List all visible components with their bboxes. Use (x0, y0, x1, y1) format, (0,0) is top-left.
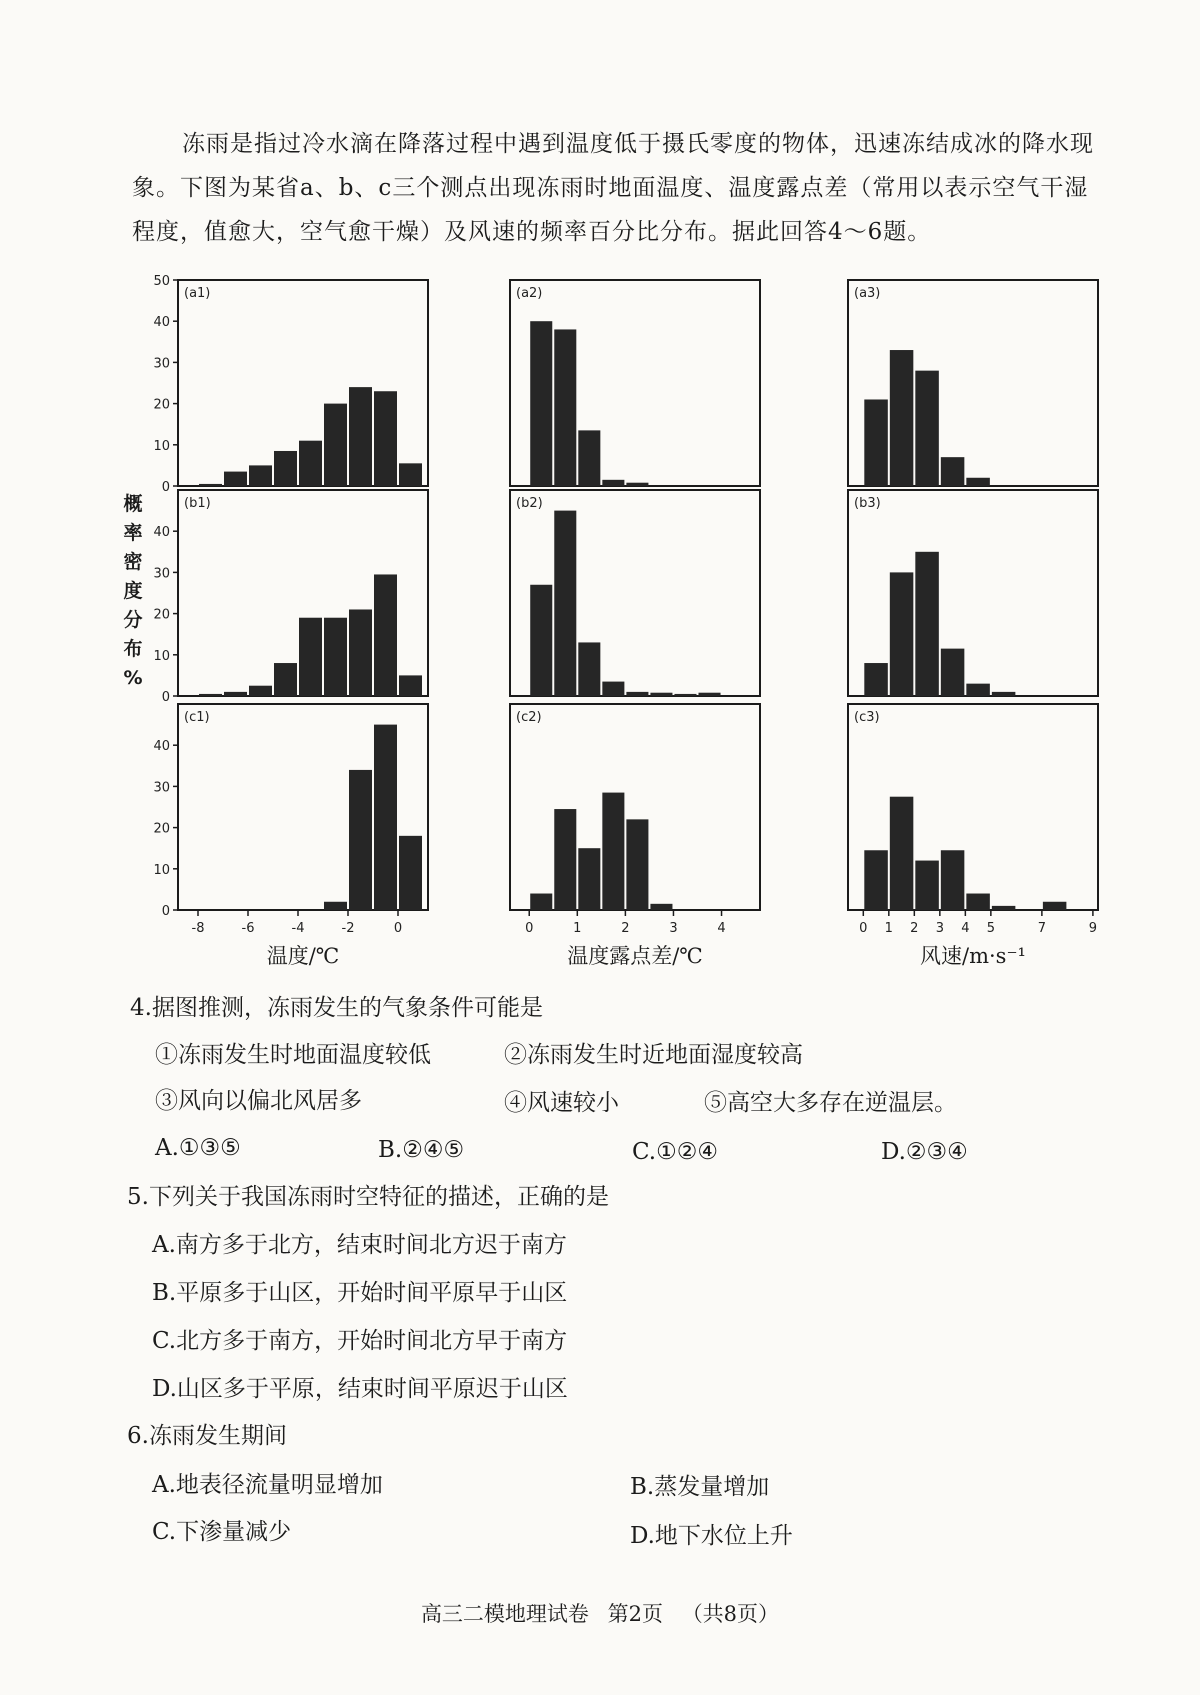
y-tick-label: 20 (153, 397, 170, 413)
histogram-bar (324, 902, 347, 910)
q6-option-a[interactable]: A.地表径流量明显增加 (152, 1472, 383, 1498)
x-tick-label: -2 (341, 921, 355, 936)
histogram-bar (578, 848, 600, 910)
y-tick-label: 50 (153, 274, 170, 289)
histogram-bar (324, 404, 347, 486)
x-tick-label: 0 (525, 921, 534, 936)
q5-option-b[interactable]: B.平原多于山区，开始时间平原早于山区 (152, 1280, 568, 1306)
histogram-bar (602, 793, 624, 910)
y-tick-label: 30 (153, 356, 170, 372)
y-tick-label: 0 (161, 480, 170, 495)
x-tick-label: 0 (393, 921, 403, 936)
panel-label: (a2) (516, 286, 543, 301)
histogram-bar (374, 725, 397, 910)
panel-label: (c2) (516, 710, 542, 725)
histogram-bar (374, 574, 397, 696)
histogram-bar (530, 894, 552, 910)
histogram-bar (578, 642, 600, 696)
y-tick-label: 0 (161, 690, 170, 705)
q4-statement-4: ④风速较小 (504, 1090, 619, 1116)
x-tick-label: -4 (291, 921, 305, 936)
histogram-bar (299, 441, 322, 486)
y-axis-title-char: 布 (123, 638, 143, 660)
histogram-bar (602, 480, 624, 486)
histogram-bar (650, 693, 672, 696)
q4-stem: 4.据图推测，冻雨发生的气象条件可能是 (130, 995, 543, 1021)
histogram-bar (941, 457, 965, 486)
histogram-bar (399, 675, 422, 696)
y-tick-label: 40 (153, 315, 170, 331)
page-footer (0, 1598, 1200, 1628)
q4-option-b[interactable]: B.②④⑤ (378, 1137, 465, 1163)
panel-label: (b1) (184, 496, 211, 511)
panel-label: (a3) (854, 286, 881, 301)
x-tick-label: 7 (1037, 921, 1047, 936)
histogram-bar (699, 693, 721, 696)
y-tick-label: 10 (153, 648, 170, 664)
histogram-bar (890, 797, 914, 910)
y-tick-label: 20 (153, 821, 170, 837)
x-tick-label: 3 (935, 921, 944, 936)
histogram-bar (915, 552, 939, 696)
y-axis-title-char: 度 (123, 580, 143, 602)
histogram-bar (650, 904, 672, 910)
histogram-bar (530, 321, 552, 486)
y-tick-label: 30 (153, 780, 170, 796)
x-tick-label: 2 (910, 921, 919, 936)
x-tick-label: 4 (717, 921, 726, 936)
q4-statement-2: ②冻雨发生时近地面湿度较高 (504, 1042, 803, 1068)
q6-option-d[interactable]: D.地下水位上升 (630, 1523, 793, 1549)
q5-option-c[interactable]: C.北方多于南方，开始时间北方早于南方 (152, 1328, 568, 1354)
panel-label: (c3) (854, 710, 880, 725)
x-tick-label: 3 (669, 921, 678, 936)
q4-statement-1: ①冻雨发生时地面温度较低 (155, 1042, 431, 1068)
histogram-bar (626, 819, 648, 910)
histogram-bar (249, 686, 272, 696)
y-tick-label: 40 (153, 525, 170, 541)
histogram-bar (915, 861, 939, 910)
x-tick-label: 5 (986, 921, 995, 936)
histogram-bar (224, 692, 247, 696)
q4-statement-3: ③风向以偏北风居多 (155, 1088, 362, 1114)
histogram-bar (249, 465, 272, 486)
histogram-bar (274, 663, 297, 696)
q6-option-c[interactable]: C.下渗量减少 (152, 1519, 292, 1545)
y-tick-label: 0 (161, 904, 170, 919)
histogram-bar (966, 894, 990, 910)
footer-total: （共8页） (681, 1602, 780, 1626)
q4-option-c[interactable]: C.①②④ (632, 1139, 718, 1165)
panel-label: (b3) (854, 496, 881, 511)
x-tick-label: 4 (961, 921, 970, 936)
x-tick-label: 2 (621, 921, 630, 936)
histogram-bar (674, 694, 696, 696)
histogram-bar (626, 692, 648, 696)
x-tick-label: 1 (884, 921, 893, 936)
y-tick-label: 40 (153, 739, 170, 755)
q5-option-d[interactable]: D.山区多于平原，结束时间平原迟于山区 (152, 1376, 568, 1402)
x-tick-label: 0 (859, 921, 868, 936)
y-axis-title-char: 密 (123, 551, 143, 573)
histogram-bar (374, 391, 397, 486)
histogram-bar (349, 609, 372, 696)
y-axis-title-char: 分 (123, 609, 143, 631)
histogram-bar (941, 649, 965, 696)
q6-option-b[interactable]: B.蒸发量增加 (630, 1474, 770, 1500)
histogram-bar (890, 350, 914, 486)
y-tick-label: 20 (153, 607, 170, 623)
histogram-bar (992, 906, 1016, 910)
histogram-bar (966, 684, 990, 696)
x-tick-label: 9 (1088, 921, 1098, 936)
footer-page: 第2页 (607, 1602, 663, 1626)
histogram-bar (349, 770, 372, 910)
histogram-bar (915, 371, 939, 486)
histogram-bar (299, 618, 322, 696)
histogram-bar (554, 329, 576, 486)
y-tick-label: 30 (153, 566, 170, 582)
histogram-bar (324, 618, 347, 696)
panel-label: (b2) (516, 496, 543, 511)
histogram-bar (626, 483, 648, 486)
histogram-bar (602, 682, 624, 696)
histogram-bar (274, 451, 297, 486)
x-axis-title: 风速/m·s⁻¹ (920, 944, 1026, 968)
q6-stem: 6.冻雨发生期间 (127, 1423, 287, 1449)
histogram-bar (890, 572, 914, 696)
histogram-bar (224, 472, 247, 486)
histogram-bar (199, 484, 222, 486)
histogram-bar (399, 463, 422, 486)
q4-statement-5: ⑤高空大多存在逆温层。 (704, 1090, 957, 1116)
footer-title: 高三二模地理试卷 (420, 1602, 589, 1626)
q4-option-d[interactable]: D.②③④ (881, 1139, 968, 1165)
histogram-bar (864, 399, 888, 486)
x-axis-title: 温度/℃ (266, 944, 340, 968)
histogram-bar (554, 809, 576, 910)
histogram-bar (992, 692, 1016, 696)
histogram-bar (966, 478, 990, 486)
histogram-bar (554, 511, 576, 696)
x-tick-label: 1 (573, 921, 582, 936)
histogram-bar (578, 430, 600, 486)
q4-option-a[interactable]: A.①③⑤ (155, 1135, 241, 1161)
q5-stem: 5.下列关于我国冻雨时空特征的描述，正确的是 (127, 1184, 609, 1210)
x-tick-label: -6 (241, 921, 255, 936)
panel-label: (c1) (184, 710, 210, 725)
histogram-bar (864, 663, 888, 696)
x-tick-label: -8 (191, 921, 205, 936)
histogram-bar (1043, 902, 1067, 910)
panel-label: (a1) (184, 286, 211, 301)
y-axis-title-char: 率 (123, 522, 143, 544)
x-axis-title: 温度露点差/℃ (567, 944, 703, 968)
histogram-bar (941, 850, 965, 910)
histogram-bar (399, 836, 422, 910)
y-axis-title-char: 概 (123, 493, 143, 515)
y-axis-title-char: % (123, 667, 143, 689)
y-tick-label: 10 (153, 438, 170, 454)
intro-paragraph: 冻雨是指过冷水滴在降落过程中遇到温度低于摄氏零度的物体，迅速冻结成冰的降水现象。下图为某省a、b、c三个测点出现冻雨时地面温度、温度露点差（常用以表示空气干湿程度，值愈大，空气愈干燥）及风速的频率百分比分布。据此回答4～6题。 (132, 131, 1094, 245)
histogram-bar (864, 850, 888, 910)
histogram-bar (199, 694, 222, 696)
q5-option-a[interactable]: A.南方多于北方，结束时间北方迟于南方 (152, 1232, 567, 1258)
histogram-bar (530, 585, 552, 696)
y-tick-label: 10 (153, 862, 170, 878)
histogram-bar (349, 387, 372, 486)
